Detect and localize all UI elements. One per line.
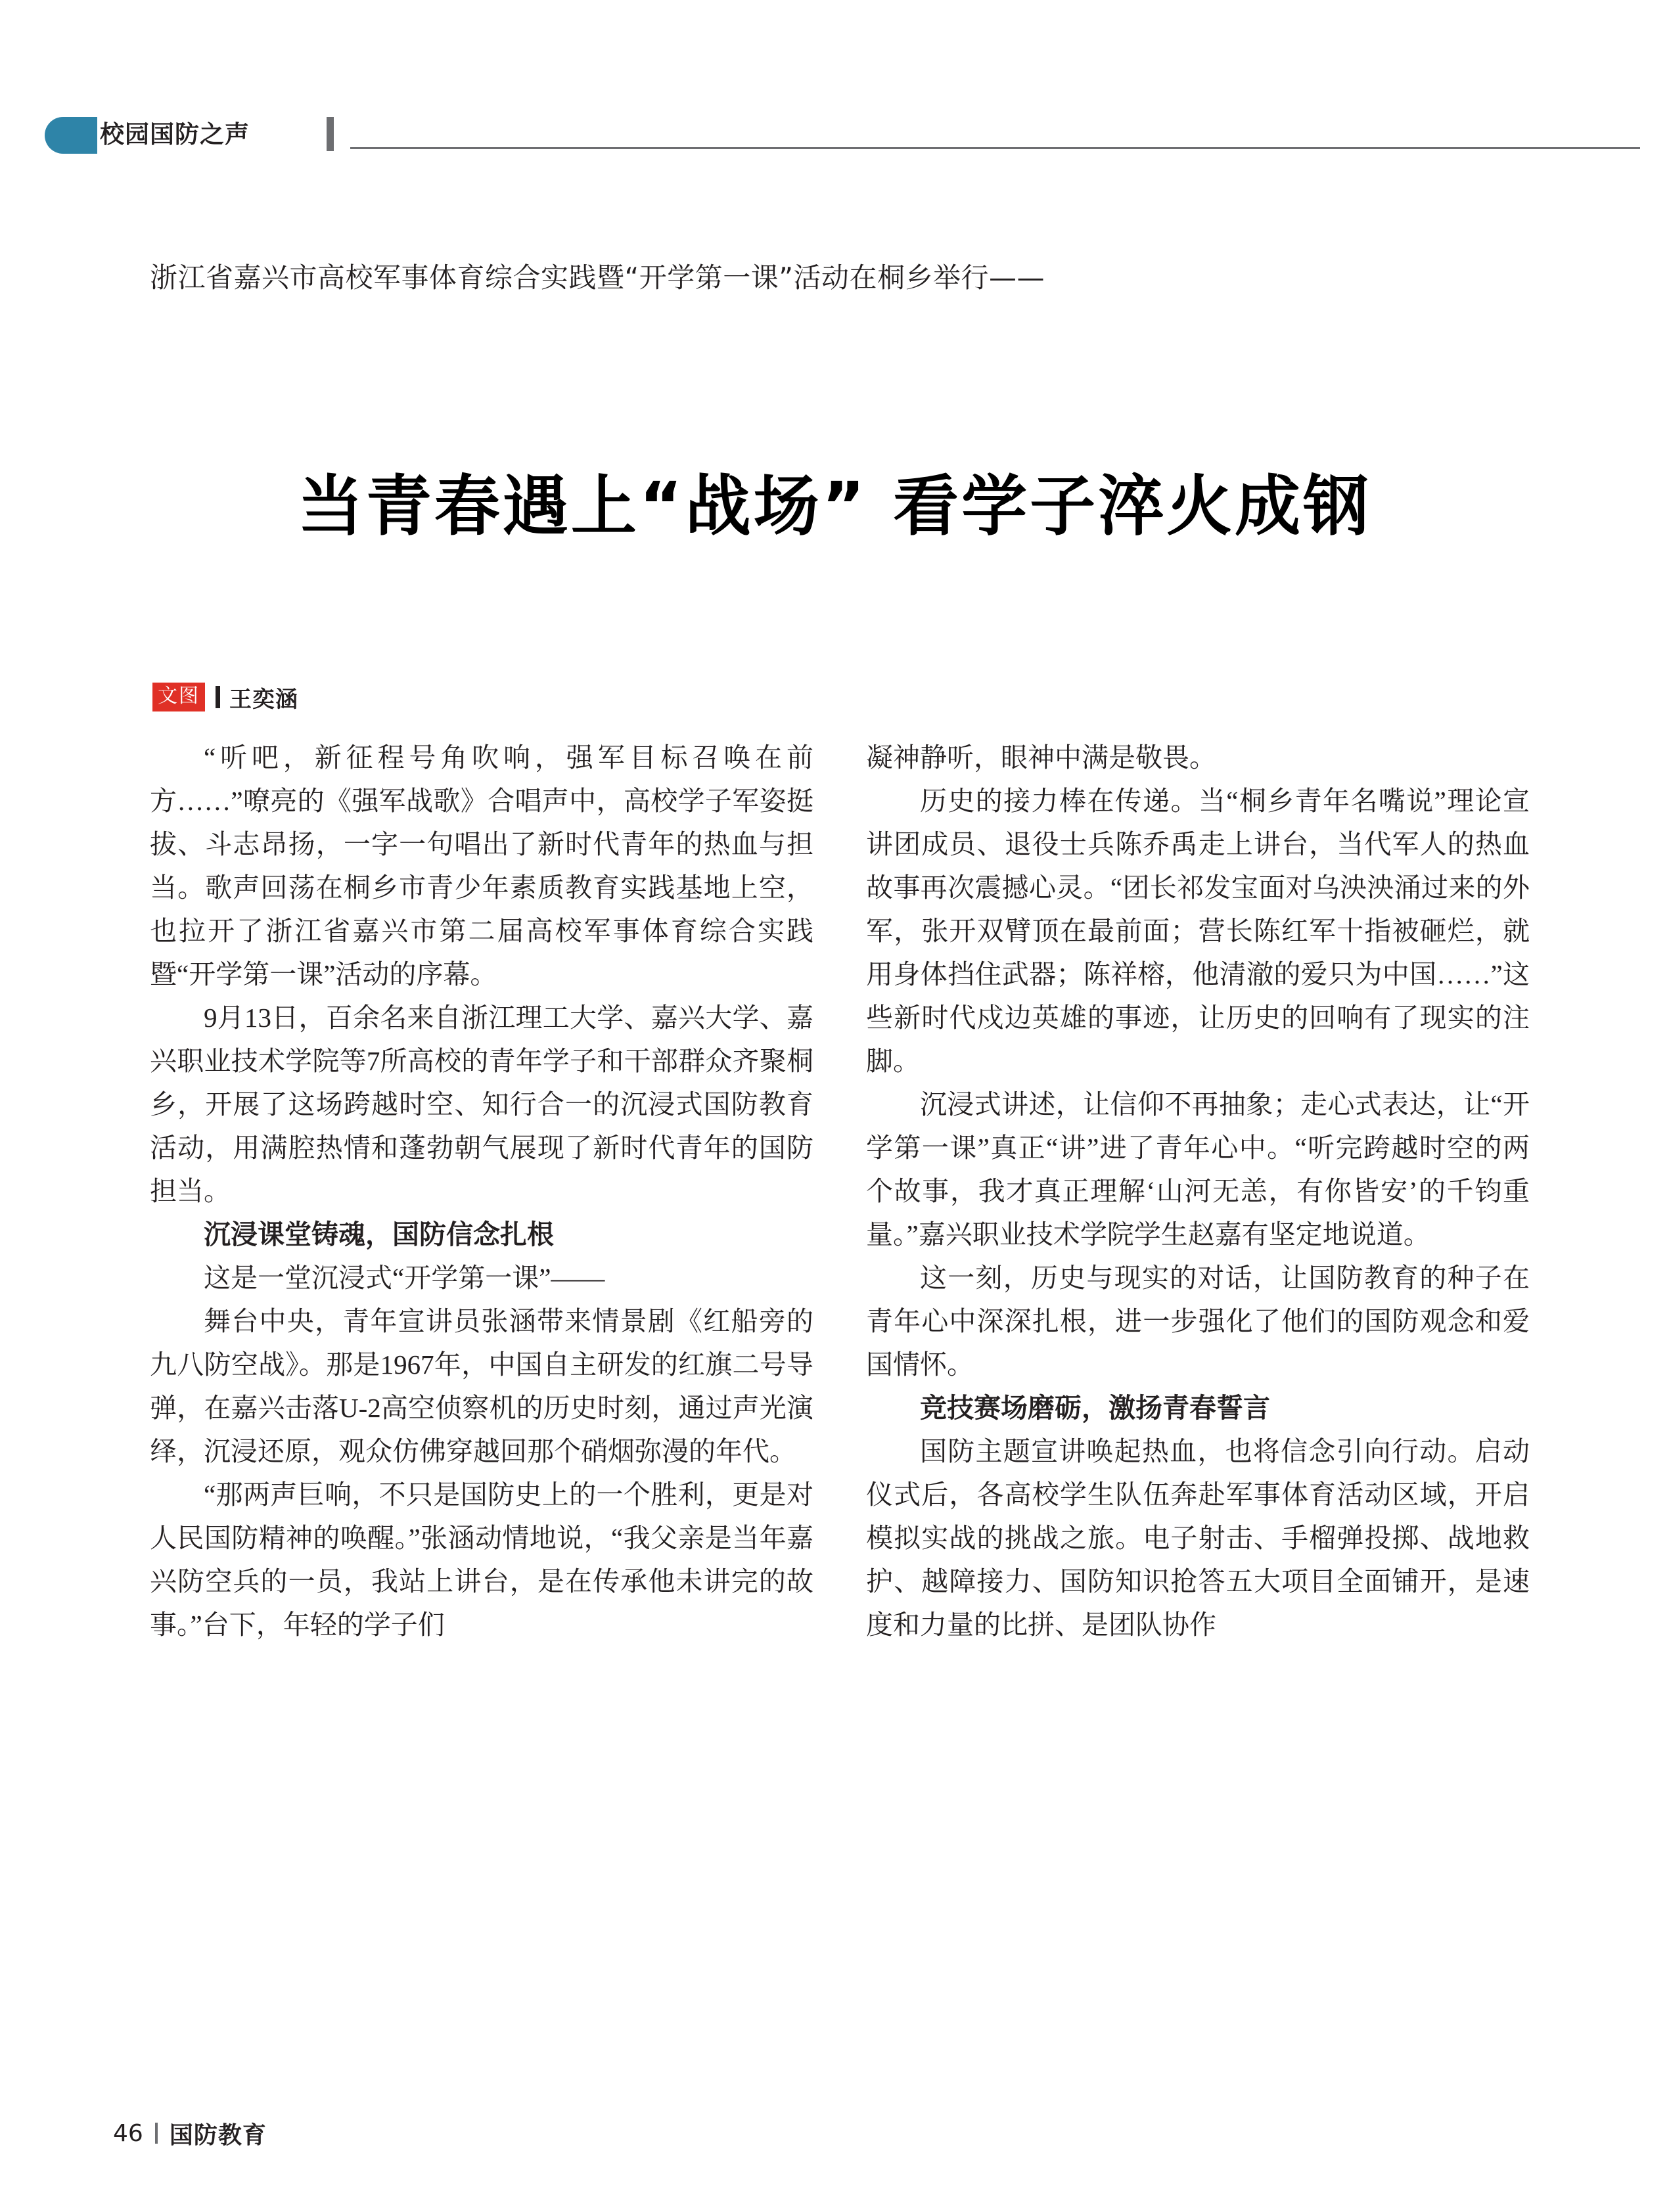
section-label: 校园国防之声 [100, 120, 250, 148]
paragraph: 沉浸式讲述，让信仰不再抽象；走心式表达，让“开学第一课”真正“讲”进了青年心中。“听完跨越时空的两个故事，我才真正理解‘山河无恙，有你皆安’的千钧重量。”嘉兴职业技术学院学生赵嘉有坚定地说道。 [866, 1089, 1530, 1250]
paragraph: “听吧，新征程号角吹响，强军目标召唤在前方……”嘹亮的《强军战歌》合唱声中，高校学子军姿挺拔、斗志昂扬，一字一句唱出了新时代青年的热血与担当。歌声回荡在桐乡市青少年素质教育实践基地上空，也拉开了浙江省嘉兴市第二届高校军事体育综合实践暨“开学第一课”活动的序幕。 [150, 742, 813, 989]
paragraph: “那两声巨响，不只是国防史上的一个胜利，更是对人民国防精神的唤醒。”张涵动情地说，“我父亲是当年嘉兴防空兵的一员，我站上讲台，是在传承他未讲完的故事。”台下，年轻的学子们 [150, 1479, 813, 1640]
article-kicker: 浙江省嘉兴市高校军事体育综合实践暨“开学第一课”活动在桐乡举行—— [150, 261, 1045, 294]
page-title: 当青春遇上“战场” 看学子淬火成钢 [297, 468, 1372, 545]
section-subheading: 沉浸课堂铸魂，国防信念扎根 [204, 1219, 554, 1250]
body-column-left [150, 736, 813, 1646]
paragraph: 凝神静听，眼神中满是敬畏。 [866, 742, 1216, 773]
paragraph: 历史的接力棒在传递。当“桐乡青年名嘴说”理论宣讲团成员、退役士兵陈乔禹走上讲台，当代军人的热血故事再次震撼心灵。“团长祁发宝面对乌泱泱涌过来的外军，张开双臂顶在最前面；营长陈红军十指被砸烂，就用身体挡住武器；陈祥榕，他清澈的爱只为中国……”这些新时代戍边英雄的事迹，让历史的回响有了现实的注脚。 [866, 786, 1530, 1076]
paragraph: 9月13日，百余名来自浙江理工大学、嘉兴大学、嘉兴职业技术学院等7所高校的青年学子和干部群众齐聚桐乡，开展了这场跨越时空、知行合一的沉浸式国防教育活动，用满腔热情和蓬勃朝气展现了新时代青年的国防担当。 [150, 1003, 813, 1206]
section-subheading: 竞技赛场磨砺，激扬青春誓言 [920, 1392, 1270, 1424]
byline [152, 682, 298, 712]
page-number: 46 [113, 2119, 143, 2147]
publication-name: 国防教育 [169, 2121, 267, 2149]
body-column-right [866, 736, 1530, 1646]
page-header [0, 117, 1669, 163]
header-rule [350, 147, 1640, 149]
header-bar-marker [327, 117, 334, 151]
byline-divider [216, 686, 220, 708]
paragraph: 舞台中央，青年宣讲员张涵带来情景剧《红船旁的九八防空战》。那是1967年，中国自主研发的红旗二号导弹，在嘉兴击落U-2高空侦察机的历史时刻，通过声光演绎，沉浸还原，观众仿佛穿越回那个硝烟弥漫的年代。 [150, 1306, 813, 1466]
accent-tab-shape [45, 117, 97, 154]
byline-badge: 文图 [152, 683, 205, 711]
paragraph: 国防主题宣讲唤起热血，也将信念引向行动。启动仪式后，各高校学生队伍奔赴军事体育活动区域，开启模拟实战的挑战之旅。电子射击、手榴弹投掷、战地救护、越障接力、国防知识抢答五大项目全面铺开，是速度和力量的比拼、是团队协作 [866, 1436, 1530, 1640]
footer-divider [155, 2123, 158, 2144]
byline-author: 王奕涵 [229, 686, 298, 713]
page-footer [113, 2117, 267, 2150]
paragraph: 这一刻，历史与现实的对话，让国防教育的种子在青年心中深深扎根，进一步强化了他们的国防观念和爱国情怀。 [866, 1263, 1530, 1380]
paragraph: 这是一堂沉浸式“开学第一课”—— [204, 1263, 605, 1293]
